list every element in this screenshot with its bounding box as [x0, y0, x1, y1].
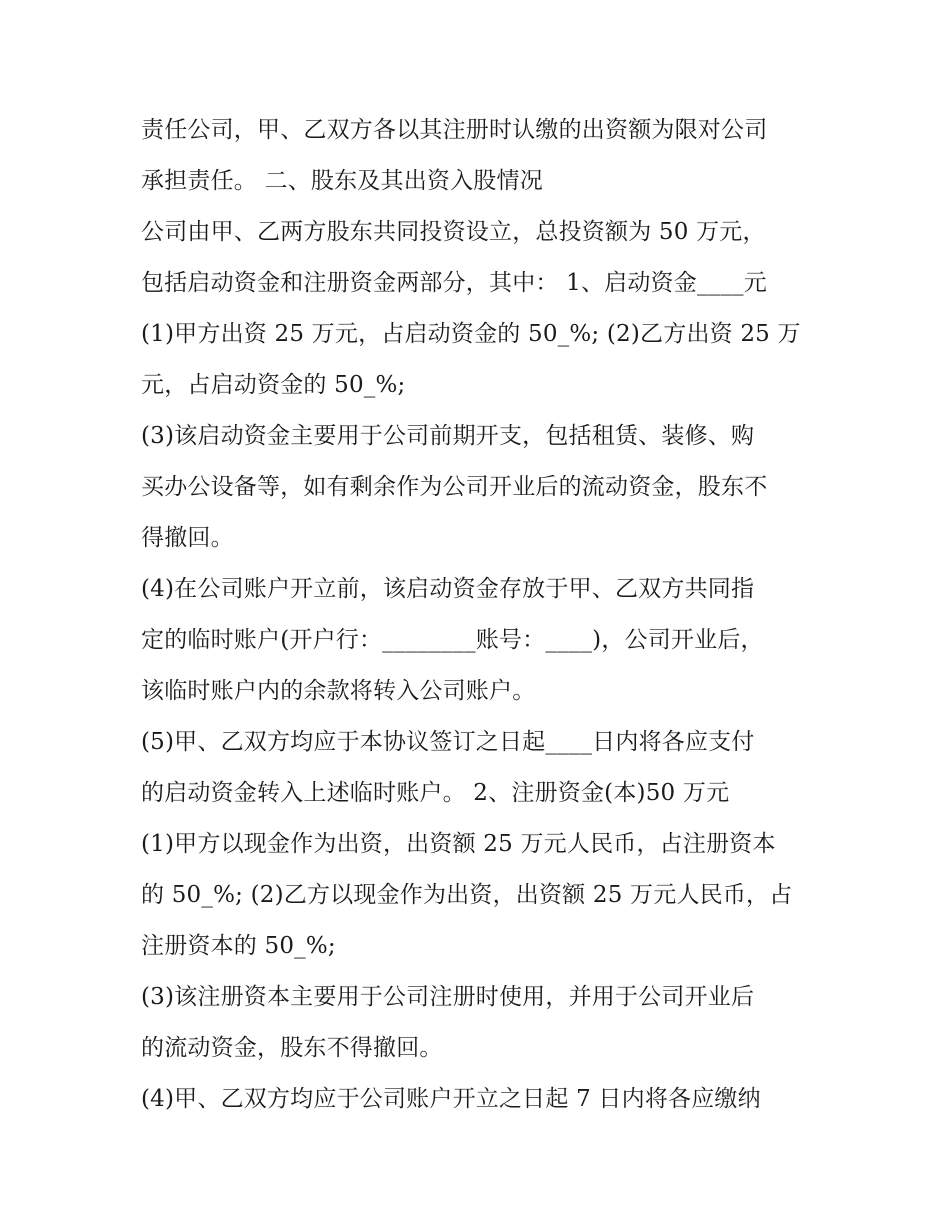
text-line: (4)在公司账户开立前，该启动资金存放于甲、乙双方共同指 — [141, 576, 755, 602]
text-line: (5)甲、乙双方均应于本协议签订之日起____日内将各应支付 — [141, 729, 755, 755]
text-line: 买办公设备等，如有剩余作为公司开业后的流动资金，股东不 — [141, 474, 768, 500]
text-line: 的启动资金转入上述临时账户。 2、注册资金(本)50 万元 — [141, 780, 730, 806]
text-line: (1)甲方以现金作为出资，出资额 25 万元人民币，占注册资本 — [141, 831, 776, 857]
text-line: 承担责任。 二、股东及其出资入股情况 — [141, 168, 543, 194]
text-line: (1)甲方出资 25 万元，占启动资金的 50_%; (2)乙方出资 25 万 — [141, 321, 801, 347]
text-line: 的流动资金，股东不得撤回。 — [141, 1035, 443, 1061]
text-line: 包括启动资金和注册资金两部分，其中： 1、启动资金____元 — [141, 270, 767, 296]
text-line: 的 50_%; (2)乙方以现金作为出资，出资额 25 万元人民币，占 — [141, 882, 793, 908]
text-line: 定的临时账户(开户行：________账号：____)，公司开业后， — [141, 627, 764, 653]
text-line: 责任公司，甲、乙双方各以其注册时认缴的出资额为限对公司 — [141, 117, 768, 143]
text-line: 该临时账户内的余款将转入公司账户。 — [141, 678, 536, 704]
text-line: (3)该注册资本主要用于公司注册时使用，并用于公司开业后 — [141, 984, 755, 1010]
text-line: 公司由甲、乙两方股东共同投资设立，总投资额为 50 万元， — [141, 219, 766, 245]
text-line: (3)该启动资金主要用于公司前期开支，包括租赁、装修、购 — [141, 423, 755, 449]
document-body — [141, 105, 821, 1125]
text-line: 注册资本的 50_%; — [141, 933, 336, 959]
text-line: (4)甲、乙双方均应于公司账户开立之日起 7 日内将各应缴纳 — [141, 1086, 761, 1112]
text-line: 得撤回。 — [141, 525, 234, 551]
text-line: 元，占启动资金的 50_%; — [141, 372, 406, 398]
